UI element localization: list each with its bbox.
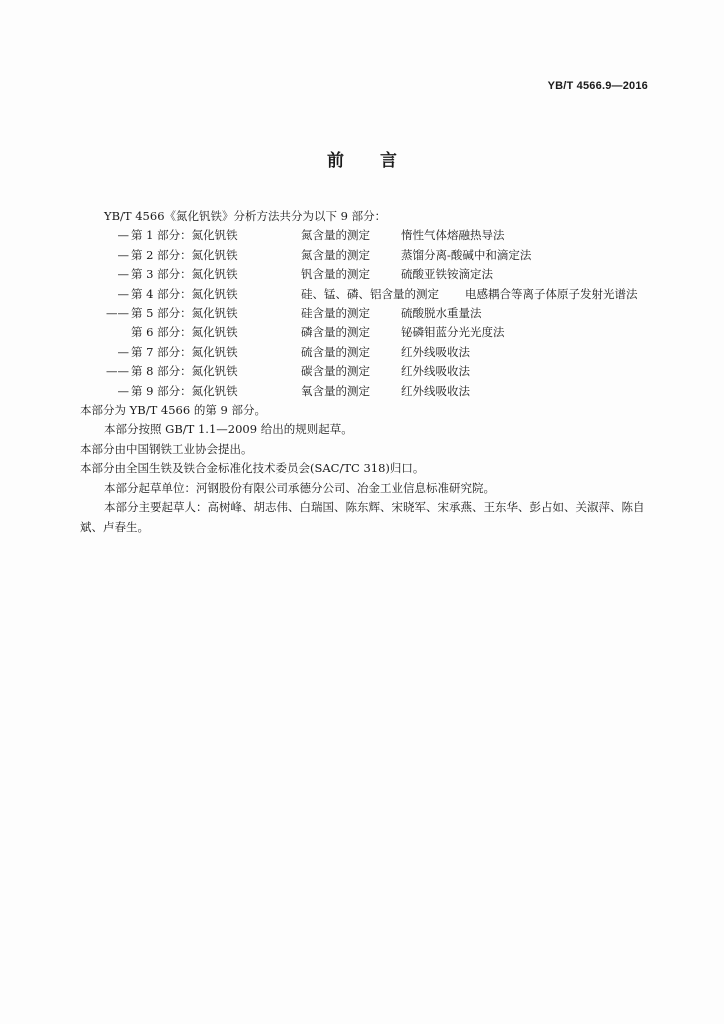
part-method: 红外线吸收法	[401, 344, 470, 359]
paragraph-managed-by: 本部分由全国生铁及铁合金标准化技术委员会(SAC/TC 318)归口。	[80, 461, 425, 476]
part-item-3	[80, 265, 660, 284]
part-analyte: 硅含量的测定	[301, 306, 370, 321]
intro-line: YB/T 4566《氮化钒铁》分析方法共分为以下 9 部分：	[104, 209, 387, 223]
part-item-5	[80, 304, 660, 323]
foreword-body	[80, 207, 660, 537]
paragraph-part-of: 本部分为 YB/T 4566 的第 9 部分。	[80, 403, 266, 418]
paragraph-drafters: 本部分主要起草人：高树峰、胡志伟、白瑞国、陈东辉、宋晓军、宋承燕、王东华、彭占如、关淑萍、陈自斌、卢春生。	[80, 500, 645, 534]
part-method: 蒸馏分离-酸碱中和滴定法	[401, 247, 532, 262]
part-item-9	[80, 382, 660, 401]
part-name: 第 5 部分：氮化钒铁	[131, 306, 238, 321]
paragraph-proposed-by: 本部分由中国钢铁工业协会提出。	[80, 441, 253, 456]
page-title: 前言	[327, 151, 433, 171]
part-analyte: 硫含量的测定	[301, 344, 370, 359]
part-analyte: 钒含量的测定	[301, 267, 370, 282]
part-item-8	[80, 362, 660, 381]
part-name: 第 4 部分：氮化钒铁	[131, 286, 238, 301]
part-name: 第 8 部分：氮化钒铁	[131, 364, 238, 379]
part-method: 红外线吸收法	[401, 364, 470, 379]
part-name: 第 2 部分：氮化钒铁	[131, 247, 238, 262]
part-analyte: 氮含量的测定	[301, 247, 370, 262]
paragraph-drafting-units: 本部分起草单位：河钢股份有限公司承德分公司、冶金工业信息标准研究院。	[104, 480, 495, 495]
part-prefix: —	[117, 286, 129, 301]
part-method: 惰性气体熔融热导法	[401, 228, 505, 243]
part-method: 硫酸脱水重量法	[401, 306, 482, 321]
part-analyte: 磷含量的测定	[301, 325, 370, 340]
part-prefix: —	[117, 344, 129, 359]
part-method: 硫酸亚铁铵滴定法	[401, 267, 493, 282]
part-analyte: 硅、锰、磷、铝含量的测定	[301, 286, 439, 301]
part-item-2	[80, 246, 660, 265]
part-name: 第 9 部分：氮化钒铁	[131, 383, 238, 398]
part-method: 电感耦合等离子体原子发射光谱法	[465, 286, 638, 301]
part-analyte: 氮含量的测定	[301, 228, 370, 243]
part-prefix: ——	[106, 306, 129, 321]
part-prefix: —	[117, 247, 129, 262]
part-item-4	[80, 285, 660, 304]
part-analyte: 碳含量的测定	[301, 364, 370, 379]
part-analyte: 氧含量的测定	[301, 383, 370, 398]
parts-list	[80, 226, 660, 401]
part-prefix: ——	[106, 364, 129, 379]
part-item-1	[80, 226, 660, 245]
part-name: 第 3 部分：氮化钒铁	[131, 267, 238, 282]
part-item-7	[80, 343, 660, 362]
part-prefix: —	[117, 383, 129, 398]
part-method: 铋磷钼蓝分光光度法	[401, 325, 505, 340]
document-code: YB/T 4566.9—2016	[547, 80, 648, 92]
part-method: 红外线吸收法	[401, 383, 470, 398]
part-name: 第 1 部分：氮化钒铁	[131, 228, 238, 243]
part-prefix: —	[117, 228, 129, 243]
part-prefix: —	[117, 267, 129, 282]
paragraph-drafting-rules: 本部分按照 GB/T 1.1—2009 给出的规则起草。	[104, 422, 353, 437]
part-name: 第 7 部分：氮化钒铁	[131, 344, 238, 359]
part-item-6	[80, 323, 660, 342]
part-name: 第 6 部分：氮化钒铁	[131, 325, 238, 340]
